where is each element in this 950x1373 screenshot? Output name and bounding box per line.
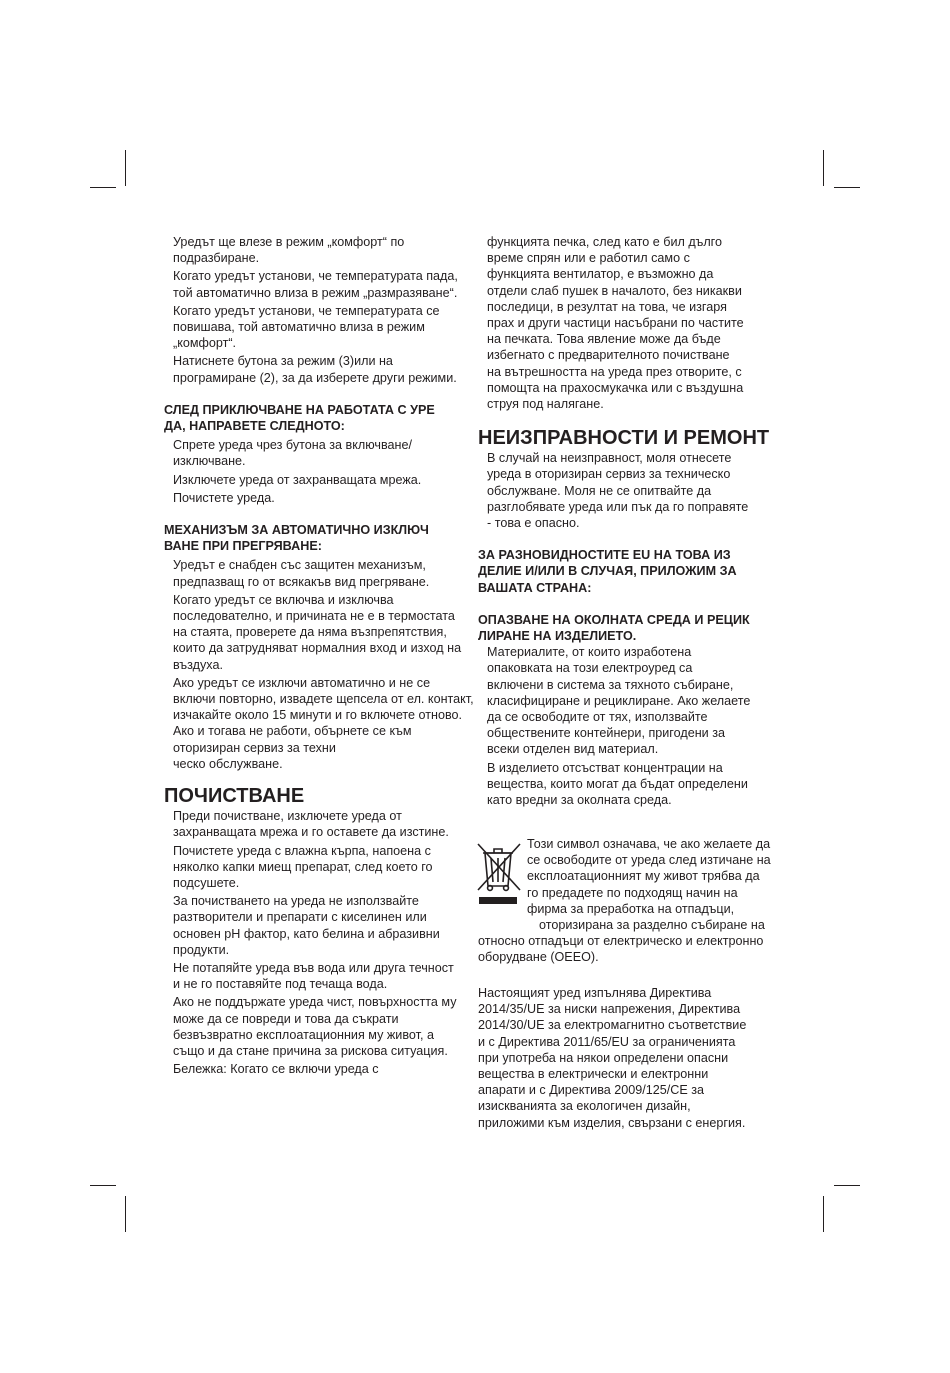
crop-mark xyxy=(834,1185,860,1186)
paragraph: Натиснете бутона за режим (3)или на програмиране (2), за да изберете други режими. xyxy=(173,354,457,385)
paragraph: Уредът е снабден със защитен механизъм, предпазващ го от всякакъв вид прегряване. xyxy=(173,558,430,589)
crop-mark xyxy=(90,1185,116,1186)
crop-mark xyxy=(90,187,116,188)
paragraph: Бележка: Когато се включи уреда с xyxy=(173,1062,379,1077)
intro-section xyxy=(164,234,464,386)
crop-mark xyxy=(823,150,824,186)
paragraph: Уредът ще влезе в режим „комфорт“ по подразбиране. xyxy=(173,235,405,266)
section-heading-cleaning: ПОЧИСТВАНЕ xyxy=(164,785,305,808)
paragraph: Ако не поддържате уреда чист, повърхността му може да се повреди и това да съкрати безвъзвратно експлоатационния му живот, а също и да стане причина за рискова ситуация. xyxy=(173,995,457,1058)
crop-mark xyxy=(125,1196,126,1232)
environment-paragraph: Материалите, от които изработена опаковката на този електроуред са включени в система за тяхното събиране, класифициране и рециклиране. Ако желаете да се освободите от тях, използвайте обществените контейнери, пригодени за всеки отделен вид материал. xyxy=(487,645,751,757)
paragraph: Почистете уреда с влажна кърпа, напоена с няколко капки миещ препарат, след което го подсушете. xyxy=(173,843,433,890)
paragraph: Спрете уреда чрез бутона за включване/ изключване. xyxy=(173,438,412,469)
paragraph: За почистването на уреда не използвайте разтворители и препарати с киселинен или основен pH фактор, като белина и абразивни продукти. xyxy=(173,894,440,957)
crop-mark xyxy=(834,187,860,188)
paragraph: Изключете уреда от захранващата мрежа. xyxy=(173,472,422,487)
crossed-out-wheelie-bin-icon xyxy=(476,842,522,904)
paragraph: Когато уредът установи, че температурата пада, той автоматично влиза в режим „размразяване“. xyxy=(173,269,458,300)
left-column xyxy=(164,234,474,1079)
section-heading-eu-versions: ЗА РАЗНОВИДНОСТИТЕ EU НА ТОВА ИЗ ДЕЛИЕ И/ИЛИ В СЛУЧАЯ, ПРИЛОЖИМ ЗА ВАШАТА СТРАНА: xyxy=(478,548,737,595)
section-heading-after-use: СЛЕД ПРИКЛЮЧВАНЕ НА РАБОТАТА С УРЕ ДА, НАПРАВЕТЕ СЛЕДНОТО: xyxy=(164,402,435,434)
right-column xyxy=(478,234,776,810)
paragraph: Преди почистване, изключете уреда от захранващата мрежа и го оставете да изстине. xyxy=(173,809,449,840)
paragraph: Когато уредът установи, че температурата се повишава, той автоматично влиза в режим „комфорт“. xyxy=(173,303,440,351)
crop-mark xyxy=(125,150,126,186)
section-heading-overheat: МЕХАНИЗЪМ ЗА АВТОМАТИЧНО ИЗКЛЮЧ ВАНЕ ПРИ ПРЕГРЯВАНЕ: xyxy=(164,523,429,554)
directive-compliance: Настоящият уред изпълнява Директива 2014/35/UE за ниски напрежения, Директива 2014/30/UE за електромагнитно съответствие и с Директива 2011/65/EU за ограниченията при употреба на някои определени опасни вещества в електрически и електронни апарати и с Директива 2009/125/CE за изискванията за екологичен дизайн, приложими към изделия, свързани с енергия. xyxy=(478,986,747,1130)
paragraph: ческо обслужване. xyxy=(173,756,283,771)
section-heading-repair: НЕИЗПРАВНОСТИ И РЕМОНТ xyxy=(478,427,770,450)
paragraph: Почистете уреда. xyxy=(173,490,275,505)
weee-notice: Този символ означава, че ако желаете да се освободите от уреда след изтичане на експлоатационният му живот трябва да го предадете по подходящ начин на фирма за преработка на отпадъци, оторизирана за разделно събиране на отнoсно отпадъци от електрическо и електронно оборудване (ОЕЕО). xyxy=(478,837,771,965)
paragraph: Когато уредът се включва и изключва последователно, и причината не е в термостата на стаята, проверете да няма възпрепятствия, които да затрудняват нормалния вход и изход на въздуха. xyxy=(173,592,462,672)
crop-mark xyxy=(823,1196,824,1232)
paragraph: Не потапяйте уреда във вода или друга течност и не го поставяйте под течаща вода. xyxy=(173,960,454,992)
environment-paragraph: В изделието отсъстват концентрации на вещества, които могат да бъдат определени като вредни за околната среда. xyxy=(487,760,748,808)
paragraph: Ако уредът се изключи автоматично и не се включи повторно, извадете щепсела от ел. контакт, изчакайте около 15 минути и го включете отново. Ако и тогава не работи, обърнете се към оторизиран сервиз за техни xyxy=(173,675,474,755)
continuation-paragraph: функцията печка, след като е бил дълго време спрян или е работил само с функцията вентилатор, е възможно да отдели слаб пушек в началото, без никакви последици, в резултат на това, че изгаря прах и други частици насъбрани по частите на печката. Това явление може да бъде избегнато с предварителното почистване на вътрешността на уреда през отворите, с помощта на прахосмукачка или с въздушна струя под налягане. xyxy=(487,235,744,412)
section-heading-environment: ОПАЗВАНЕ НА ОКОЛНАТА СРЕДА И РЕЦИК ЛИРАНЕ НА ИЗДЕЛИЕТО. xyxy=(478,612,750,644)
repair-paragraph: В случай на неизправност, моля отнесете уреда в оторизиран сервиз за техническо обслужване. Моля не се опитвайте да разглобявате уреда или пък да го поправяте - това е опасно. xyxy=(487,451,749,531)
